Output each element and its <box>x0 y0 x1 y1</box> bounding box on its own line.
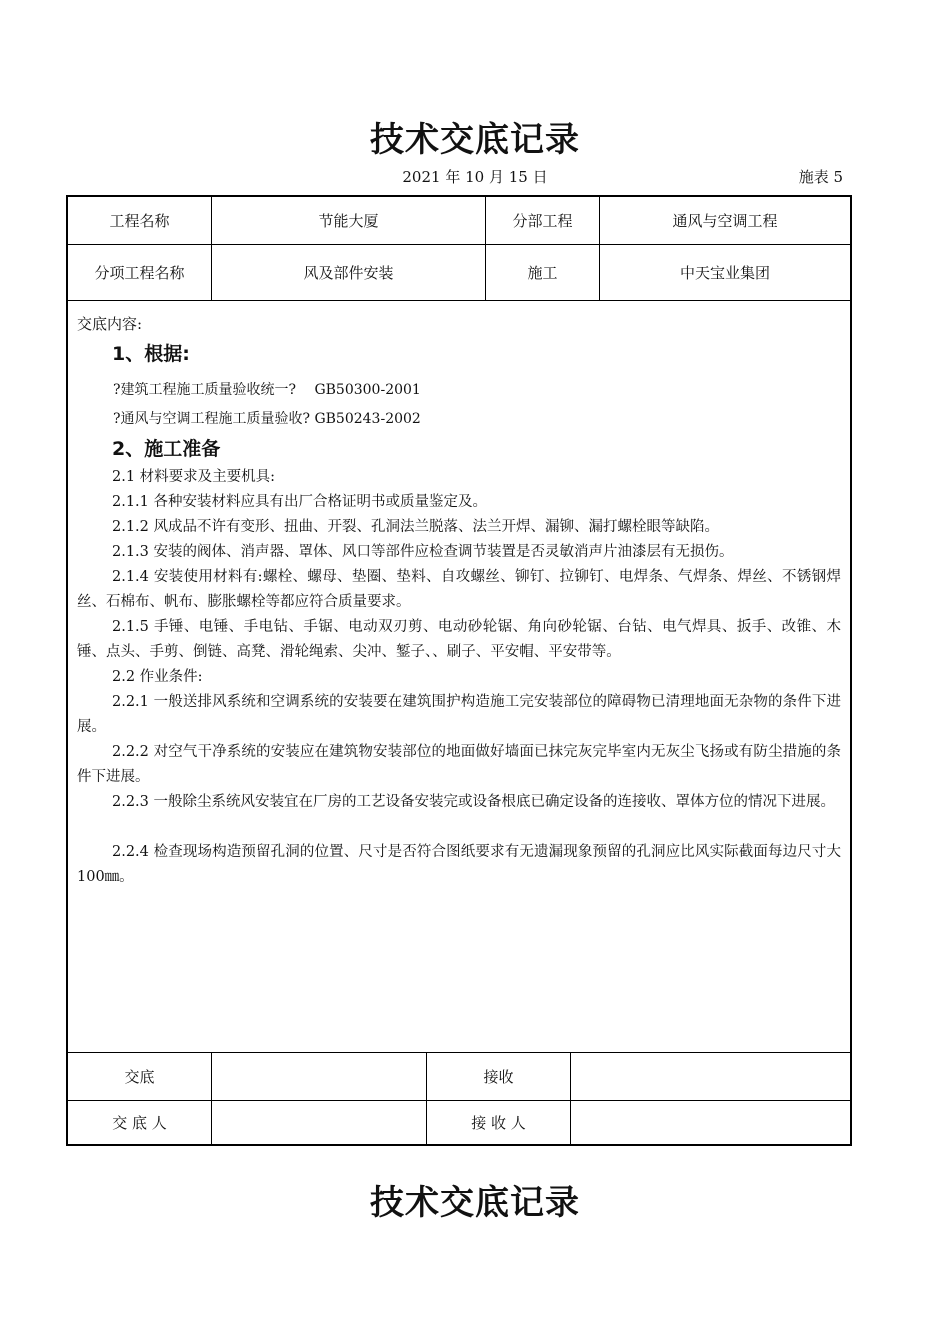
reference-standard: ?通风与空调工程施工质量验收? GB50243-2002 <box>113 411 421 427</box>
handover-label: 交底 <box>68 1053 212 1100</box>
project-name-value: 节能大厦 <box>212 197 486 244</box>
receive-signature-field[interactable] <box>571 1053 850 1100</box>
paragraph: 2.1.3 安装的阀体、消声器、罩体、风口等部件应检查调节装置是否灵敏消声片油漆层有无损伤。 <box>112 544 734 560</box>
paragraph: 2.2.3 一般除尘系统风安装宜在厂房的工艺设备安装完或设备根底已确定设备的连接收、罩体方位的情况下进展。 <box>112 794 835 810</box>
division-value: 通风与空调工程 <box>672 212 778 230</box>
paragraph: 2.1 材料要求及主要机具: <box>112 469 276 485</box>
record-table <box>66 195 852 1146</box>
subitem-name-value: 风及部件安装 <box>212 245 486 300</box>
paragraph: 2.1.5 手锤、电锤、手电钻、手锯、电动双刃剪、电动砂轮锯、角向砂轮锯、台钻、电气焊具、扳手、改锥、木锤、点头、手剪、倒链、高凳、滑轮绳索、尖冲、錾子、、刷子、平安帽、平安带等。 <box>77 619 841 660</box>
page-title: 技术交底记录 <box>370 120 580 160</box>
handover-signature-field[interactable] <box>212 1053 427 1100</box>
subitem-name-label: 分项工程名称 <box>68 245 212 300</box>
handover-content <box>68 301 850 1053</box>
content-label: 交底内容: <box>77 315 143 333</box>
project-row <box>68 197 850 245</box>
handover-person-field[interactable] <box>212 1101 427 1144</box>
handover-person-label: 交 底 人 <box>68 1101 212 1144</box>
receive-label: 接收 <box>427 1053 571 1100</box>
construction-label: 施工 <box>486 245 600 300</box>
subitem-row <box>68 245 850 301</box>
construction-value: 中天宝业集团 <box>679 264 770 282</box>
record-date: 2021 年 10 月 15 日 <box>402 168 548 186</box>
receive-person-label: 接 收 人 <box>427 1101 571 1144</box>
paragraph: 2.1.1 各种安装材料应具有出厂合格证明书或质量鉴定及。 <box>112 494 488 510</box>
section-preparation-heading: 2、施工准备 <box>112 438 221 460</box>
paragraph: 2.2.2 对空气干净系统的安装应在建筑物安装部位的地面做好墙面已抹完灰完毕室内无灰尘飞扬或有防尘措施的条件下进展。 <box>77 744 841 785</box>
reference-standard: ?建筑工程施工质量验收统一? GB50300-2001 <box>113 382 421 398</box>
receive-person-field[interactable] <box>571 1101 850 1144</box>
paragraph: 2.1.4 安装使用材料有:螺栓、螺母、垫圈、垫料、自攻螺丝、铆钉、拉铆钉、电焊条、气焊条、焊丝、不锈钢焊丝、石棉布、帆布、膨胀螺栓等都应符合质量要求。 <box>77 569 841 610</box>
project-name-label: 工程名称 <box>68 197 212 244</box>
paragraph: 2.2.4 检查现场构造预留孔洞的位置、尺寸是否符合图纸要求有无遗漏现象预留的孔洞应比风实际截面每边尺寸大 100㎜。 <box>77 844 841 885</box>
paragraph: 2.1.2 风成品不许有变形、扭曲、开裂、孔洞法兰脱落、法兰开焊、漏铆、漏打螺栓眼等缺陷。 <box>112 519 719 535</box>
signature-row <box>68 1053 850 1101</box>
next-page-title: 技术交底记录 <box>370 1183 580 1223</box>
paragraph: 2.2 作业条件: <box>112 669 203 685</box>
form-number: 施表 5 <box>798 168 843 186</box>
division-label: 分部工程 <box>486 197 600 244</box>
section-basis-heading: 1、根据: <box>112 343 190 365</box>
paragraph: 2.2.1 一般送排风系统和空调系统的安装要在建筑围护构造施工完安装部位的障碍物已清理地面无杂物的条件下进展。 <box>77 694 841 735</box>
signature-person-row <box>68 1101 850 1144</box>
